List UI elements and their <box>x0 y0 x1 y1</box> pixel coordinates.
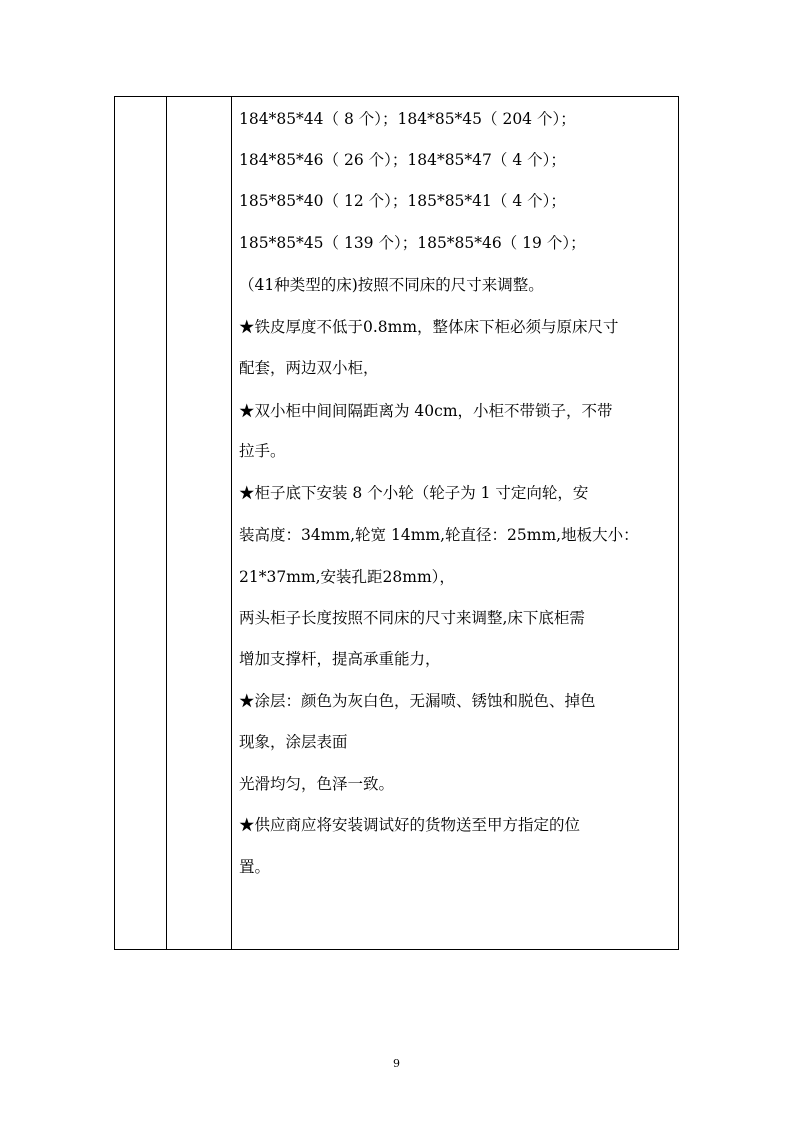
spec-line: 现象，涂层表面 <box>239 733 348 751</box>
spec-line: ★铁皮厚度不低于0.8mm，整体床下柜必须与原床尺寸 <box>239 318 619 336</box>
spec-line: 装高度：34mm,轮宽 14mm,轮直径：25mm,地板大小： <box>239 526 639 544</box>
spec-line: ★涂层：颜色为灰白色，无漏喷、锈蚀和脱色、掉色 <box>239 692 596 710</box>
spec-line: 185*85*40（ 12 个）；185*85*41（ 4 个）； <box>239 192 566 210</box>
spec-line: 184*85*44（ 8 个）；184*85*45（ 204 个）； <box>239 110 576 128</box>
spec-line: （41种类型的床)按照不同床的尺寸来调整。 <box>239 276 544 294</box>
column-divider-1 <box>166 97 167 949</box>
spec-line: 拉手。 <box>239 442 286 460</box>
spec-line: ★供应商应将安装调试好的货物送至甲方指定的位 <box>239 816 581 834</box>
spec-line: 配套，两边双小柜， <box>239 359 379 377</box>
spec-table <box>114 96 679 950</box>
spec-line: ★柜子底下安装 8 个小轮（轮子为 1 寸定向轮，安 <box>239 484 589 502</box>
spec-line: 21*37mm,安装孔距28mm）， <box>239 568 455 586</box>
spec-line: 置。 <box>239 858 271 876</box>
spec-line: 两头柜子长度按照不同床的尺寸来调整,床下底柜需 <box>239 609 585 627</box>
spec-line: 光滑均匀，色泽一致。 <box>239 775 395 793</box>
page-number: 9 <box>393 1057 400 1070</box>
spec-line: ★双小柜中间间隔距离为 40cm，小柜不带锁子，不带 <box>239 402 613 420</box>
column-divider-2 <box>231 97 232 949</box>
spec-line: 185*85*45（ 139 个）；185*85*46（ 19 个）； <box>239 234 586 252</box>
spec-line: 增加支撑杆，提高承重能力， <box>239 650 441 668</box>
spec-line: 184*85*46（ 26 个）；184*85*47（ 4 个）； <box>239 151 566 169</box>
